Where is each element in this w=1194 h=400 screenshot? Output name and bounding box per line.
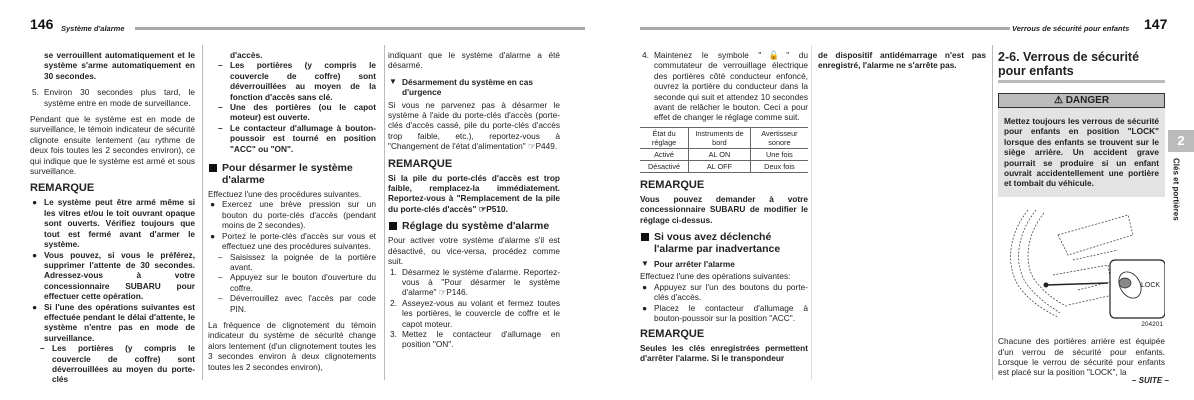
right-column-1: 4. Maintenez le symbole "🔓" du commutateur de verrouillage électrique des portières côté conducteur enfoncé, ouvrez la portière du conducteur dans la seconde qui suit et attendez 10 secondes avant de relâcher le bouton. Ceci a pour effet de changer le réglage comme suit. État du réglage Instruments de bord Avertisseur sonore Activé AL ON Une fois Désactivé AL OFF Deux fois REMARQUE Vous pouvez demander à votre concessionnaire SUBARU de modifier le réglage ci-dessus. Si vous avez déclenché l'alarme par inadvertance ▼ Pour arrêter l'alarme Effectuez l'une des opérations suivantes: ● Appuyez sur l'un des boutons du porte-clés d'accès. ● Placez le contacteur d'allumage à bouton-poussoir sur la position "ACC". REMARQUE Seules les clés enregistrées permettent d'arrêter l'alarme. Si le transpondeur bbox=[640, 50, 808, 363]
continued-label: – SUITE – bbox=[1132, 376, 1169, 385]
column-divider bbox=[992, 45, 993, 380]
step-number: 3. bbox=[390, 328, 397, 339]
note-dash-item: Les portières (y compris le couvercle de coffre) sont déverrouillées au moyen de la fonction d'accès sans clé. bbox=[230, 60, 376, 102]
remarque-heading: REMARQUE bbox=[640, 327, 705, 340]
left-column-2: d'accès. – Les portières (y compris le couvercle de coffre) sont déverrouillées au moyen de la fonction d'accès sans clé. – Une des portières (ou le capot moteur) est ouverte. – Le contacteur d'allumage à bouton-poussoir est tourné en position "ACC" ou "ON". Pour désarmer le système d'alarme Effectuez l'une des procédures suivantes. ● Exercez une brève pression sur un bouton du porte-clés d'accès (pendant moins de 2 secondes). ● Portez le porte-clés d'accès sur vous et effectuez une des procédures suivantes. – Saisissez la poignée de la portière avant. – Appuyez sur le bouton d'ouverture du coffre. – Déverrouillez avec l'accès par code PIN. La fréquence de clignotement du témoin indicateur du système de sécurité change alors lentement (d'un clignotement toutes les 3 secondes environ à deux clignotements toutes les 2 secondes environ), bbox=[208, 50, 376, 372]
page-number-right: 147 bbox=[1144, 16, 1168, 32]
subheading: Désarmement du système en cas d'urgence bbox=[402, 76, 533, 98]
page-number-left: 146 bbox=[30, 16, 54, 32]
remarque-heading: REMARQUE bbox=[388, 157, 453, 170]
note-dash-item: Une des portières (ou le capot moteur) est ouverte. bbox=[230, 102, 376, 123]
note-text: de dispositif antidémarrage n'est pas enregistré, l'alarme ne s'arrête pas. bbox=[818, 50, 986, 71]
paragraph: Effectuez l'une des opérations suivantes: bbox=[640, 271, 791, 282]
danger-header bbox=[998, 93, 1165, 108]
left-column-3 bbox=[388, 50, 560, 350]
step-number: 5. bbox=[32, 87, 39, 98]
child-lock-illustration bbox=[998, 205, 1165, 320]
header-rule bbox=[135, 27, 585, 30]
table-header: État du réglage bbox=[640, 127, 689, 148]
left-column-1: se verrouillent automatiquement et le système s'arme automatiquement en 30 secondes. 5. Environ 30 secondes plus tard, le système entre en mode de surveillance. Pendant que le système est en mode de surveillance, le témoin indicateur de sécurité clignote ensuite lentement (au rythme de deux fois toutes les 2 secondes environ), ce qui indique que le système est armé et sous surveillance. REMARQUE ● Le système peut être armé même si les vitres et/ou le toit ouvrant opaque sont ouverts. Vérifiez toujours que tout est fermé avant d'armer le système. ● Vous pouvez, si vous le préférez, supprimer l'attente de 30 secondes. Adressez-vous à votre concessionnaire SUBARU pour effectuer cette opération. ● Si l'une des opérations suivantes est effectuée pendant le délai d'attente, le système n'entre pas en mode de surveillance. – Les portières (y compris le couvercle de coffre) sont déverrouillées au moyen du porte-clés bbox=[30, 50, 195, 385]
column-divider bbox=[811, 45, 812, 380]
danger-text: Mettez toujours les verrous de sécurité pour enfants en position "LOCK" lorsque des enfants se trouvent sur le siège arrière. Un accident grave pourrait se produire si un enfant ouvrait accidentellement une portière et tombait du véhicule. bbox=[998, 108, 1165, 197]
table-row bbox=[640, 160, 808, 172]
note-bullet: Le système peut être armé même si les vitres et/ou le toit ouvrant opaque sont ouverts. Vérifiez toujours que tout est fermé avant d'armer le système. bbox=[44, 197, 195, 250]
bullet: Placez le contacteur d'allumage à bouton-poussoir sur la position "ACC". bbox=[654, 302, 808, 324]
section-square-icon bbox=[641, 233, 649, 241]
triangle-down-icon: ▼ bbox=[389, 76, 397, 86]
chapter-tab: 2 bbox=[1168, 130, 1194, 152]
dash-item: Saisissez la poignée de la portière avant. bbox=[230, 251, 376, 272]
table-cell: Une fois bbox=[750, 148, 808, 160]
danger-label: DANGER bbox=[1065, 95, 1110, 106]
section-square-icon bbox=[389, 222, 397, 230]
bullet: Appuyez sur l'un des boutons du porte-clés d'accès. bbox=[654, 281, 808, 303]
header-rule bbox=[640, 27, 1010, 30]
settings-table bbox=[640, 127, 808, 173]
step-number: 2. bbox=[390, 297, 397, 308]
chapter-tab-label: Clés et portières bbox=[1171, 158, 1181, 221]
continued-text: d'accès. bbox=[230, 50, 263, 60]
section-heading: Si vous avez déclenché l'alarme par inadvertance bbox=[654, 231, 781, 256]
step-number: 1. bbox=[390, 266, 397, 277]
paragraph: Pendant que le système est en mode de surveillance, le témoin indicateur de sécurité clignote ensuite lentement (au rythme de deux fois toutes les 2 secondes environ), ce qui indique que le système est armé et sous surveillance. bbox=[30, 114, 195, 177]
step-text: Asseyez-vous au volant et fermez toutes les portières, le couvercle de coffre et le capot moteur. bbox=[402, 297, 560, 329]
paragraph: indiquant que le système d'alarme a été désarmé. bbox=[388, 50, 560, 71]
paragraph: se verrouillent automatiquement et le système s'arme automatiquement en 30 secondes. bbox=[44, 50, 195, 81]
subheading: Pour arrêter l'alarme bbox=[654, 259, 735, 270]
right-column-3 bbox=[998, 50, 1165, 384]
paragraph: Chacune des portières arrière est équipée d'un verrou de sécurité pour enfants. Lorsque le verrou de sécurité pour enfants est placé sur la position "LOCK", la bbox=[998, 336, 1165, 378]
table-cell: Deux fois bbox=[750, 160, 808, 172]
lock-label: LOCK bbox=[1141, 281, 1161, 289]
table-cell: AL ON bbox=[689, 148, 751, 160]
remarque-heading: REMARQUE bbox=[640, 178, 705, 191]
right-column-2 bbox=[818, 50, 986, 77]
remarque-heading: REMARQUE bbox=[30, 182, 95, 195]
note-text: Seules les clés enregistrées permettent d'arrêter l'alarme. Si le transpondeur bbox=[640, 342, 808, 363]
step-text: Environ 30 secondes plus tard, le système entre en mode de surveillance. bbox=[44, 87, 195, 108]
step-number: 4. bbox=[642, 50, 649, 60]
section-square-icon bbox=[209, 164, 217, 172]
dash-item: Déverrouillez avec l'accès par code PIN. bbox=[230, 293, 376, 314]
step-text: Mettez le contacteur d'allumage en position "ON". bbox=[402, 328, 560, 350]
triangle-down-icon: ▼ bbox=[641, 259, 649, 269]
column-divider bbox=[384, 45, 385, 380]
note-dash-item: Le contacteur d'allumage à bouton-poussoir est tourné en position "ACC" ou "ON". bbox=[230, 122, 376, 154]
section-heading: Pour désarmer le système d'alarme bbox=[222, 162, 353, 187]
note-bullet: Si l'une des opérations suivantes est effectuée pendant le délai d'attente, le système n'entre pas en mode de surveillance. bbox=[44, 301, 195, 343]
note-text: Si la pile du porte-clés d'accès est trop faible, remplacez-la immédiatement. Reportez-vous à "Remplacement de la pile du porte-clés d'accès" ☞P510. bbox=[388, 172, 560, 214]
paragraph: Effectuez l'une des procédures suivantes. bbox=[208, 189, 362, 200]
note-bullet: Vous pouvez, si vous le préférez, supprimer l'attente de 30 secondes. Adressez-vous à votre concessionnaire SUBARU pour effectuer cette opération. bbox=[44, 249, 195, 302]
bullet: Portez le porte-clés d'accès sur vous et effectuez une des procédures suivantes. bbox=[222, 230, 376, 252]
bullet: Exercez une brève pression sur un bouton du porte-clés d'accès (pendant moins de 2 secondes). bbox=[222, 199, 376, 231]
table-row bbox=[640, 148, 808, 160]
table-header: Avertisseur sonore bbox=[750, 127, 808, 148]
note-text: Vous pouvez demander à votre concessionnaire SUBARU de modifier le réglage ci-dessus. bbox=[640, 193, 808, 225]
warning-triangle-icon: ⚠ bbox=[1053, 95, 1063, 106]
step-text: Maintenez le symbole "🔓" du commutateur de verrouillage électrique des portières côté conducteur enfoncé, ouvrez la portière du conducteur dans la seconde qui suit et attendez 10 secondes avant de relâcher le bouton. Ceci a pour effet de changer le réglage comme suit. bbox=[654, 50, 808, 123]
section-title: 2-6. Verrous de sécurité pour enfants bbox=[998, 50, 1165, 83]
figure-code: 204201 bbox=[1141, 320, 1163, 328]
column-divider bbox=[202, 45, 203, 380]
table-header-row bbox=[640, 127, 808, 148]
paragraph: Pour activer votre système d'alarme s'il est désactivé, ou vice-versa, procédez comme suit. bbox=[388, 235, 560, 267]
paragraph: La fréquence de clignotement du témoin indicateur du système de sécurité change alors lentement (d'un clignotement toutes les 3 secondes environ à deux clignotements toutes les 2 secondes environ), bbox=[208, 319, 376, 372]
running-title-right: Verrous de sécurité pour enfants bbox=[1012, 24, 1130, 33]
table-header: Instruments de bord bbox=[689, 127, 751, 148]
table-cell: Activé bbox=[640, 148, 689, 160]
paragraph: Si vous ne parvenez pas à désarmer le système à l'aide du porte-clés d'accès (porte-clés d'accès cassé, pile du porte-clés d'accès trop faible, etc.), reportez-vous à "Changement de l'état d'alimentation" ☞P449. bbox=[388, 99, 560, 152]
running-title-left: Système d'alarme bbox=[61, 24, 125, 33]
note-dash-item: Les portières (y compris le couvercle de coffre) sont déverrouillées au moyen du porte-clés bbox=[52, 343, 195, 385]
section-heading: Réglage du système d'alarme bbox=[402, 220, 550, 233]
step-text: Désarmez le système d'alarme. Reportez-vous à "Pour désarmer le système d'alarme" ☞P146. bbox=[402, 266, 560, 298]
dash-item: Appuyez sur le bouton d'ouverture du coffre. bbox=[230, 272, 376, 293]
table-cell: Désactivé bbox=[640, 160, 689, 172]
table-cell: AL OFF bbox=[689, 160, 751, 172]
